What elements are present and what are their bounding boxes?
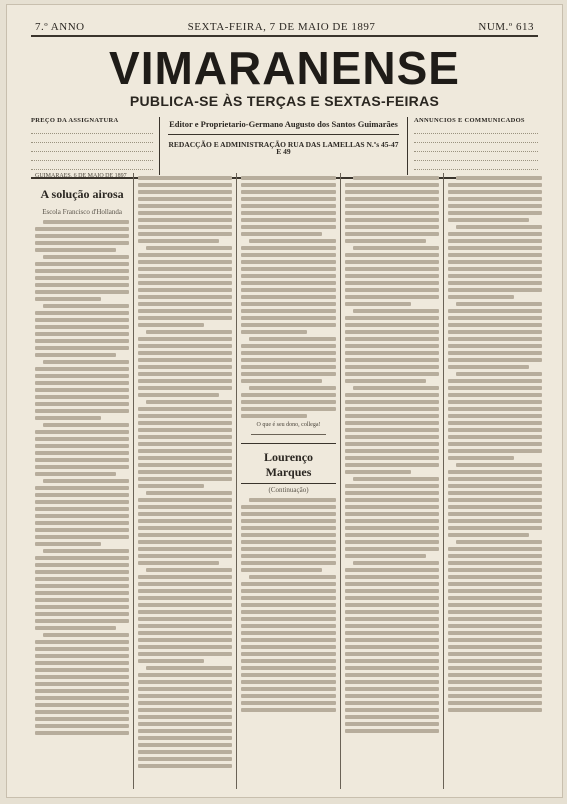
editor-box [160,117,407,175]
publication-schedule: PUBLICA-SE ÀS TERÇAS E SEXTAS-FEIRAS [129,93,440,109]
article-subtitle-2: (Continuação) [268,486,309,494]
newspaper-page [6,4,563,798]
issue-number: NUM.º 613 [478,21,534,33]
year-label: 7.º ANNO [35,21,85,33]
column-1 [31,173,134,789]
closing-line: O que é seu dono, collega! [256,422,321,428]
column-3 [237,173,340,789]
editor-line: Editor e Proprietario-Germano Augusto dos Santos Guimarães [169,119,398,129]
address-line: REDACÇÃO E ADMINISTRAÇÃO RUA DAS LAMELLAS N.ºs 45-47 E 49 [168,140,399,156]
ads-title: ANNUNCIOS E COMMUNICADOS [414,117,525,124]
top-info-line [7,5,562,35]
subscription-box [31,117,160,175]
column-2 [134,173,237,789]
newspaper-title: VIMARANENSE [109,42,460,94]
subscription-title: PREÇO DA ASSIGNATURA [31,117,119,124]
article-subtitle-1: Escola Francisco d'Hollanda [42,208,122,216]
article-separator [251,434,325,435]
ads-box [407,117,538,175]
article-columns [31,173,546,789]
article-title-1: A solução airosa [40,187,124,201]
top-rule [31,35,538,37]
article-title-2: Lourenço Marques [241,443,335,484]
column-5 [444,173,546,789]
info-bar [31,117,538,175]
issue-date: SEXTA-FEIRA, 7 DE MAIO DE 1897 [187,21,376,33]
dateline: GUIMARÃES, 6 DE MAIO DE 1897 [35,173,127,179]
column-4 [341,173,444,789]
